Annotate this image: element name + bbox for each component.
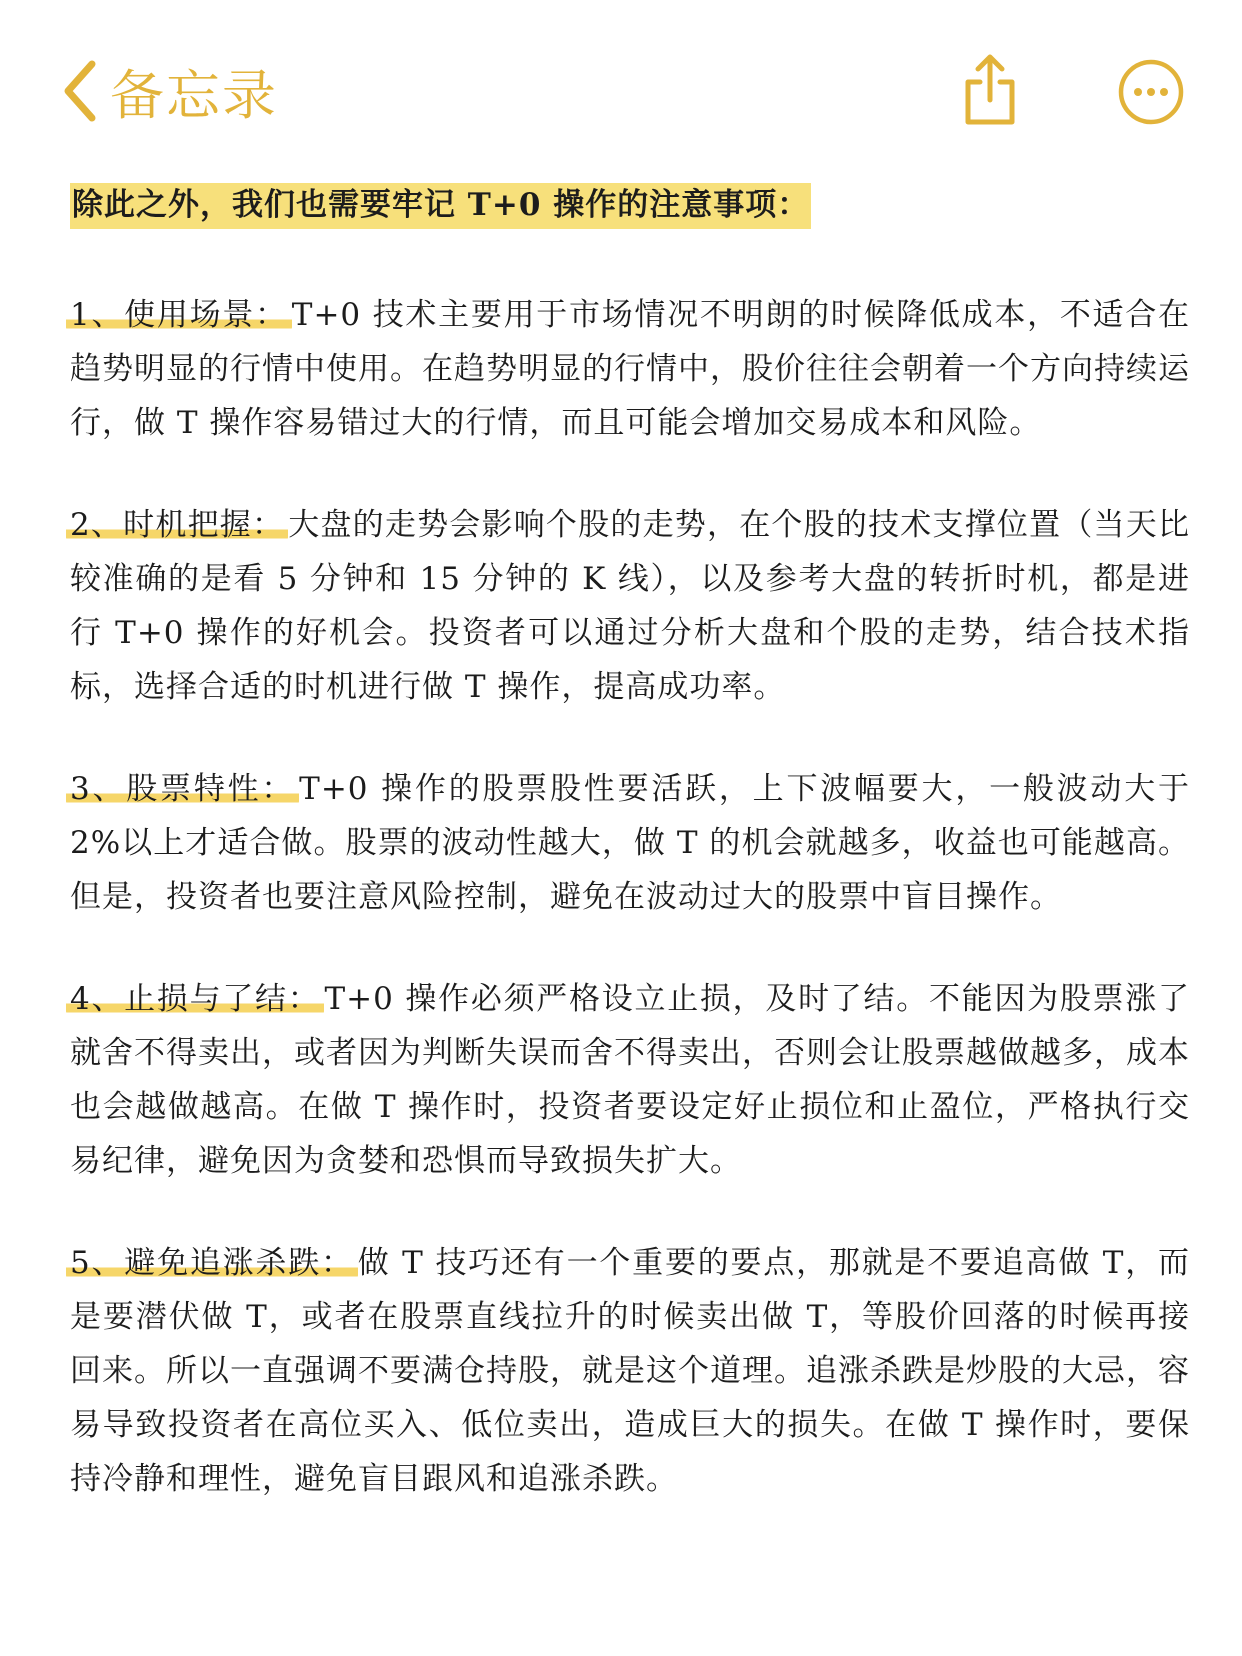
more-ellipsis-icon [1117,58,1185,126]
note-item [70,498,1190,714]
note-item [70,972,1190,1188]
note-item-body: T+0 技术主要用于市场情况不明朗的时候降低成本，不适合在趋势明显的行情中使用。在趋势明显的行情中，股价往往会朝着一个方向持续运行，做 T 操作容易错过大的行情，而且可能会增加交易成本和风险。 [70,297,1190,441]
note-item-body: 做 T 技巧还有一个重要的要点，那就是不要追高做 T，而是要潜伏做 T，或者在股票直线拉升的时候卖出做 T，等股价回落的时候再接回来。所以一直强调不要满仓持股，就是这个道理。追涨杀跌是炒股的大忌，容易导致投资者在高位买入、低位卖出，造成巨大的损失。在做 T 操作时，要保持冷静和理性，避免盲目跟风和追涨杀跌。 [70,1245,1190,1497]
note-item-title: 3、股票特性： [66,771,299,807]
note-item [70,762,1190,924]
note-item [70,1236,1190,1506]
note-item [70,288,1190,450]
note-item-title: 4、止损与了结： [66,981,324,1017]
note-item-body: T+0 操作的股票股性要活跃，上下波幅要大，一般波动大于 2%以上才适合做。股票的波动性越大，做 T 的机会就越多，收益也可能越高。但是，投资者也要注意风险控制，避免在波动过大的股票中盲目操作。 [70,771,1190,915]
note-item-body: T+0 操作必须严格设立止损，及时了结。不能因为股票涨了就舍不得卖出，或者因为判断失误而舍不得卖出，否则会让股票越做越多，成本也会越做越高。在做 T 操作时，投资者要设定好止损位和止盈位，严格执行交易纪律，避免因为贪婪和恐惧而导致损失扩大。 [70,981,1190,1179]
share-icon [960,52,1020,128]
note-intro: 除此之外，我们也需要牢记 T+0 操作的注意事项： [70,183,811,229]
note-body[interactable] [70,178,1190,1506]
back-button-label: 备忘录 [110,63,278,127]
note-item-title: 5、避免追涨杀跌： [66,1245,358,1281]
note-intro-line [70,178,1190,232]
more-button[interactable] [1117,58,1185,126]
share-button[interactable] [960,52,1020,128]
note-item-title: 1、使用场景： [66,297,292,333]
back-button[interactable] [62,56,278,126]
navigation-bar [0,0,1242,190]
chevron-left-icon [62,60,96,122]
note-item-body: 大盘的走势会影响个股的走势，在个股的技术支撑位置（当天比较准确的是看 5 分钟和 15 分钟的 K 线），以及参考大盘的转折时机，都是进行 T+0 操作的好机会。投资者可以通过分析大盘和个股的走势，结合技术指标，选择合适的时机进行做 T 操作，提高成功率。 [70,507,1190,705]
note-item-title: 2、时机把握： [66,507,288,543]
